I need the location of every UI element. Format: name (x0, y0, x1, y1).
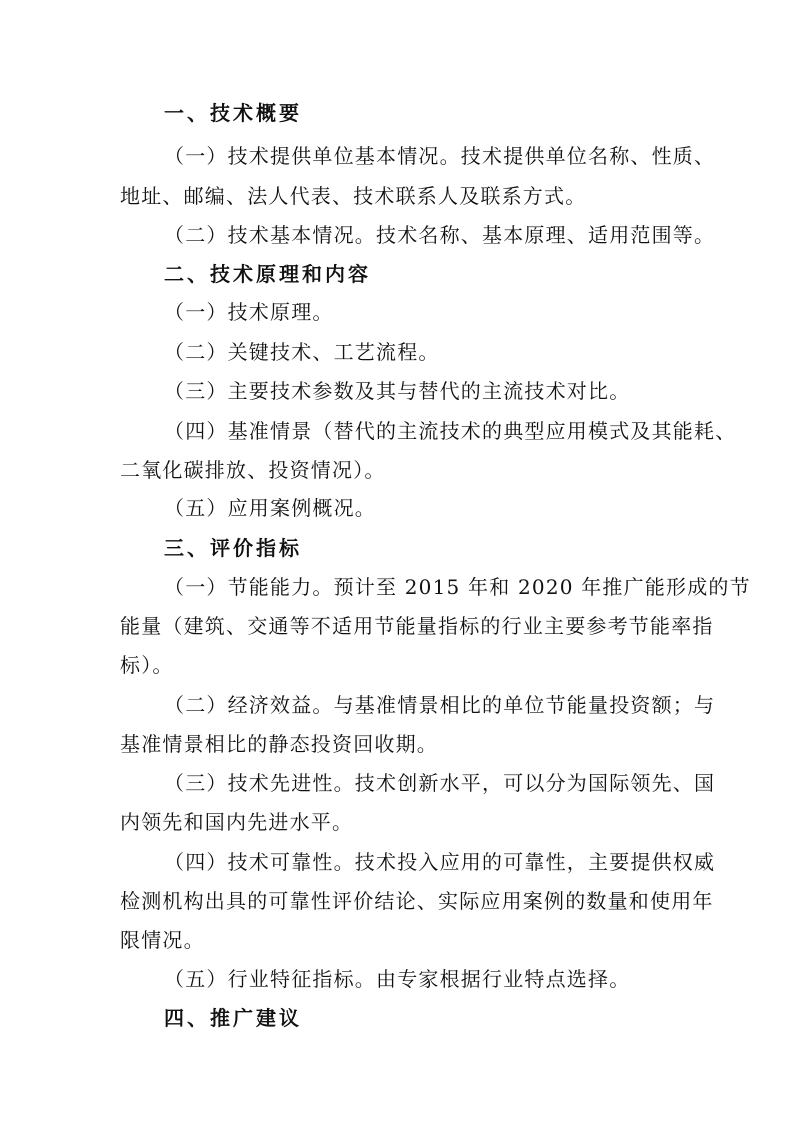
paragraph-line: （四）技术可靠性。技术投入应用的可靠性，主要提供权威 (164, 850, 716, 874)
paragraph-line: （三）主要技术参数及其与替代的主流技术对比。 (164, 379, 631, 403)
section-heading-4: 四、推广建议 (164, 1006, 302, 1030)
paragraph-line: （五）应用案例概况。 (164, 496, 376, 520)
section-heading-3: 三、评价指标 (164, 536, 302, 560)
paragraph-line: 限情况。 (120, 928, 205, 952)
paragraph-line: 检测机构出具的可靠性评价结论、实际应用案例的数量和使用年 (120, 889, 714, 913)
paragraph-line: 基准情景相比的静态投资回收期。 (120, 732, 438, 756)
paragraph-line: （一）技术提供单位基本情况。技术提供单位名称、性质、 (164, 144, 716, 168)
section-heading-1: 一、技术概要 (164, 101, 302, 125)
paragraph-line: 地址、邮编、法人代表、技术联系人及联系方式。 (120, 184, 587, 208)
paragraph-line: （五）行业特征指标。由专家根据行业特点选择。 (164, 967, 631, 991)
paragraph-line: 标）。 (120, 653, 174, 677)
paragraph-line: （一）节能能力。预计至 2015 年和 2020 年推广能形成的节 (164, 575, 751, 599)
paragraph-line: （一）技术原理。 (164, 300, 334, 324)
paragraph-line: （三）技术先进性。技术创新水平，可以分为国际领先、国 (164, 771, 716, 795)
paragraph-line: （二）技术基本情况。技术名称、基本原理、适用范围等。 (164, 223, 716, 247)
paragraph-line: 能量（建筑、交通等不适用节能量指标的行业主要参考节能率指 (120, 614, 714, 638)
paragraph-line: 内领先和国内先进水平。 (120, 810, 354, 834)
section-heading-2: 二、技术原理和内容 (164, 262, 371, 286)
paragraph-line: 二氧化碳排放、投资情况）。 (120, 458, 386, 482)
paragraph-line: （二）关键技术、工艺流程。 (164, 340, 440, 364)
paragraph-line: （二）经济效益。与基准情景相比的单位节能量投资额；与 (164, 693, 716, 717)
paragraph-line: （四）基准情景（替代的主流技术的典型应用模式及其能耗、 (164, 419, 737, 443)
